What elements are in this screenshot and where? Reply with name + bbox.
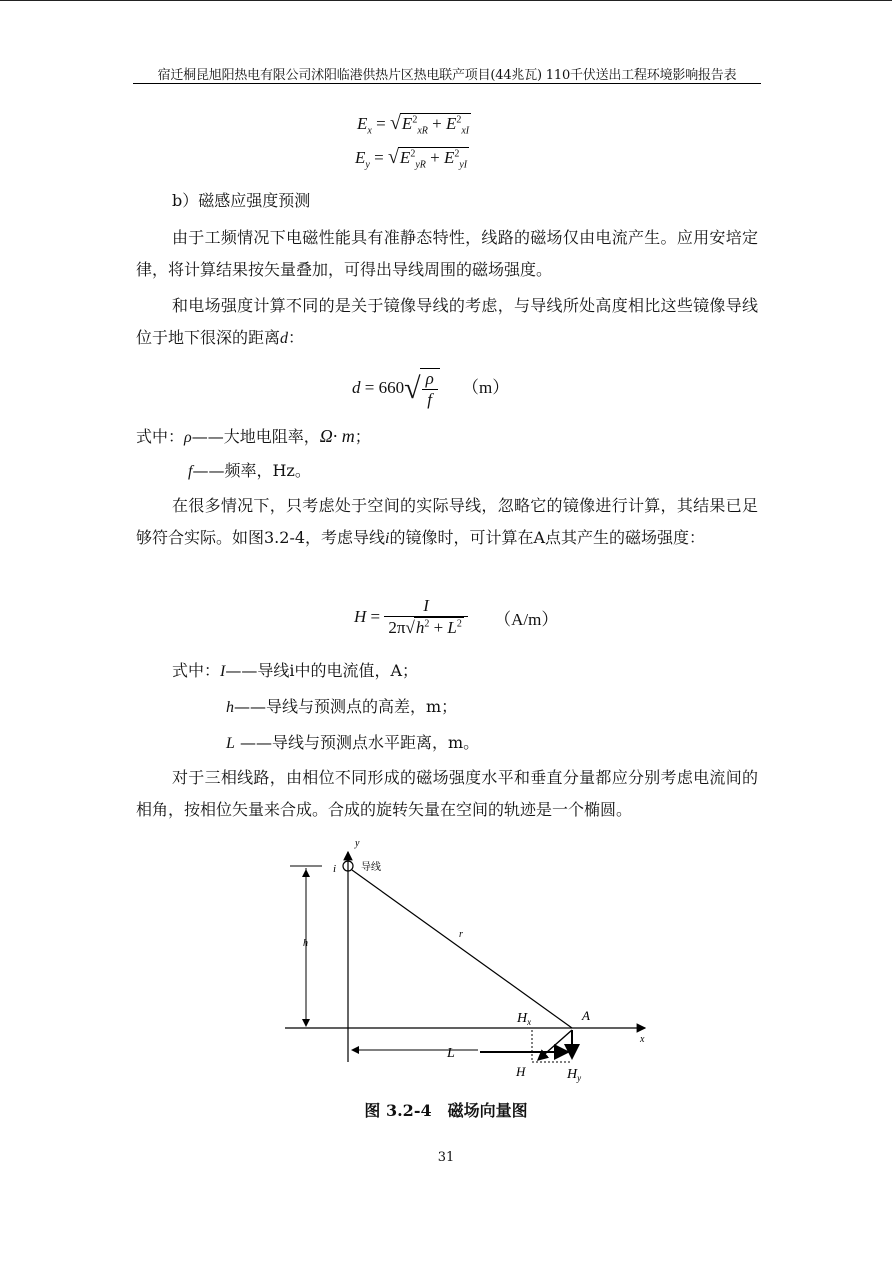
hx-label-sub: x <box>527 1017 532 1027</box>
paragraph-1: 由于工频情况下电磁性能具有准静态特性，线路的磁场仅由电流产生。应用安培定律，将计算结果按矢量叠加，可得出导线周围的磁场强度。 <box>136 228 758 279</box>
point-a-label: A <box>582 1008 590 1023</box>
formula-ey-t2-sup: 2 <box>454 148 460 160</box>
conductor-symbol: i <box>333 863 337 875</box>
formula-d-unit: （m） <box>461 377 510 397</box>
formula-ex-t1-sup: 2 <box>412 114 418 126</box>
formula-ex-lhs: E <box>357 114 368 133</box>
formula-d: d = 660√ $\frac{\rho}{f}$ （m） <box>352 369 510 409</box>
rho-def-end: ； <box>354 427 371 446</box>
formula-ey-lhs-sub: y <box>365 159 370 171</box>
formula-d-den: f <box>427 390 433 409</box>
formula-ey-t1: E <box>399 148 411 167</box>
formula-h-den-pre: 2π <box>388 618 406 637</box>
formula-ey-t2: E <box>443 148 455 167</box>
formula-ex-t2-sub: xI <box>461 125 470 137</box>
formula-ey-t1-sub: yR <box>415 159 426 171</box>
hy-label-sub: y <box>577 1073 582 1083</box>
formula-ex-t2: E <box>445 114 457 133</box>
r-label: r <box>459 929 463 940</box>
section-heading-b: b）磁感应强度预测 <box>172 191 311 210</box>
formula-ey-lhs: E <box>355 148 366 167</box>
formula-ey: $E_y = √E^2_{yR} + E^2_{yI}$ <box>355 146 468 171</box>
rho-def-prefix: 式中： <box>136 427 185 446</box>
formula-h: H = $\frac{I}{2\pi√h^2 + L^2}$ （A/m） <box>354 596 559 637</box>
formula-h-unit: （A/m） <box>494 609 559 629</box>
formula-h-den-h: h <box>415 618 425 637</box>
r-line <box>352 870 572 1028</box>
h-resultant-vector <box>538 1030 572 1060</box>
formula-ex-t1: E <box>401 114 413 133</box>
formula-ex-lhs-sub: x <box>367 125 372 137</box>
hy-label <box>566 1067 581 1083</box>
l-dimension-label: L <box>447 1046 455 1061</box>
formula-h-sq1: 2 <box>424 618 430 630</box>
paragraph-2-var: d <box>280 330 289 347</box>
def-i-text: ——导线i中的电流值，A； <box>225 661 419 680</box>
hx-label-main: H <box>517 1011 528 1026</box>
paragraph-2-text: 和电场强度计算不同的是关于镜像导线的考虑，与导线所处高度相比这些镜像导线位于地下很深的距离 <box>136 296 758 347</box>
def-l-sym: L <box>226 735 235 752</box>
paragraph-3-a: 在很多情况下，只考虑处于空间的实际导线，忽略它的镜像进行计算，其结果已足够符合实际。如图3.2-4，考虑导线 <box>136 496 758 547</box>
formula-ex-t1-sub: xR <box>417 125 428 137</box>
formula-h-den-l: L <box>447 618 457 637</box>
def-h-sym: h <box>226 699 234 716</box>
formula-ex-t2-sup: 2 <box>456 114 462 126</box>
h-resultant-label: H <box>516 1064 526 1079</box>
y-axis-label: y <box>355 838 360 849</box>
def-h-text: ——导线与预测点的高差，m； <box>234 697 458 716</box>
f-def-sym: f <box>188 463 193 480</box>
formula-ey-t2-sub: yI <box>459 159 468 171</box>
conductor-label: 导线 <box>361 862 381 873</box>
formula-ex: $E_x = √E^2_{xR} + E^2_{xI}$ <box>357 112 470 137</box>
formula-h-lhs: H <box>354 607 367 626</box>
paragraph-2-end: ： <box>288 328 305 347</box>
formula-d-num: ρ <box>422 369 438 390</box>
def-l-text: ——导线与预测点水平距离，m。 <box>234 733 480 752</box>
formula-d-coef: 660 <box>378 377 405 397</box>
formula-ey-t1-sup: 2 <box>410 148 416 160</box>
h-dimension-label: h <box>303 938 308 949</box>
hx-label <box>516 1011 531 1027</box>
paragraph-4: 对于三相线路，由相位不同形成的磁场强度水平和垂直分量都应分别考虑电流间的相角，按相位矢量来合成。合成的旋转矢量在空间的轨迹是一个椭圆。 <box>136 768 758 819</box>
page-number: 31 <box>437 1150 455 1165</box>
running-header: 宿迁桐昆旭阳热电有限公司沭阳临港供热片区热电联产项目(44兆瓦) 110千伏送出工程环境影响报告表 <box>157 68 737 83</box>
rho-def-unit: Ω· m <box>319 426 355 446</box>
def-i-prefix: 式中： <box>172 661 221 680</box>
formula-h-sq2: 2 <box>456 618 462 630</box>
paragraph-3-var: i <box>385 530 390 547</box>
paragraph-3-b: 的镜像时，可计算在A点其产生的磁场强度： <box>389 528 706 547</box>
hy-label-main: H <box>567 1067 578 1082</box>
formula-d-lhs: d <box>352 377 361 397</box>
figure-caption: 图 3.2-4 磁场向量图 <box>364 1101 528 1120</box>
f-def-text: ——频率，Hz。 <box>192 461 311 480</box>
rho-def-text: ——大地电阻率， <box>191 427 320 446</box>
def-i-sym: I <box>220 663 226 680</box>
x-axis-label: x <box>640 1034 645 1045</box>
formula-h-num: I <box>384 596 468 617</box>
rho-def-sym: ρ <box>184 429 192 446</box>
